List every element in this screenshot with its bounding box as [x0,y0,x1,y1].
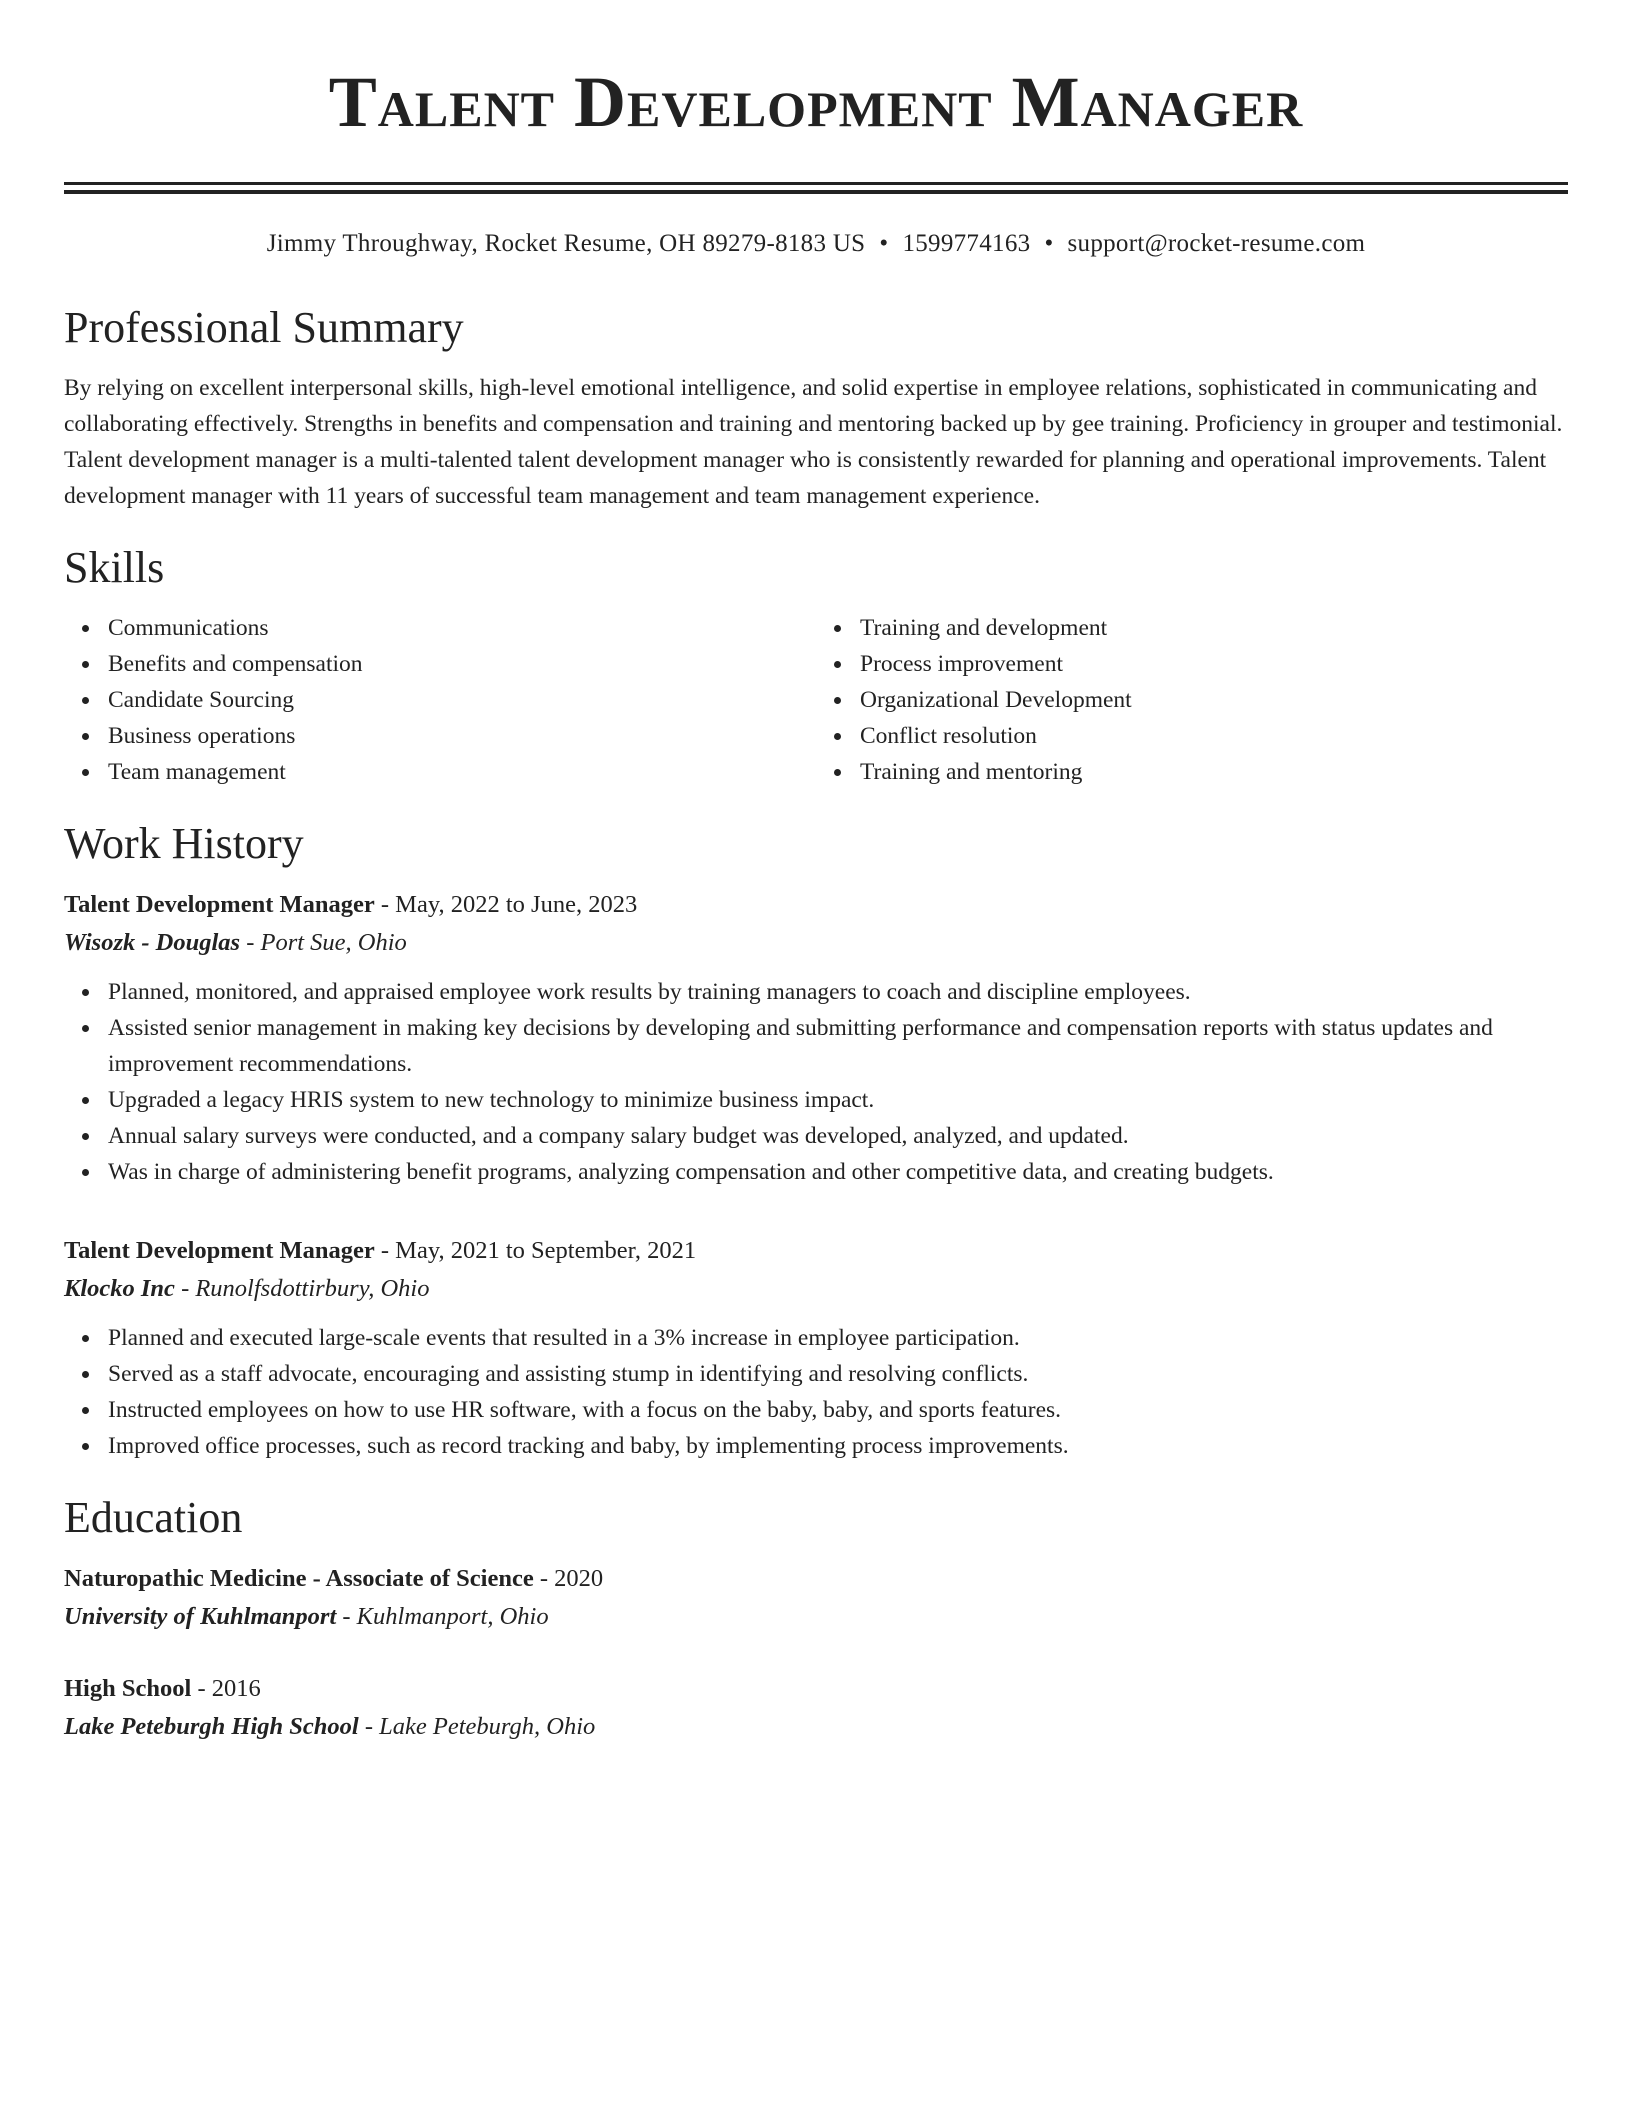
skill-item: Training and development [860,610,1568,646]
degree-line [64,1670,1568,1708]
degree-year: - 2020 [533,1565,604,1592]
work-history-section [64,816,1568,1464]
job-title: Talent Development Manager [64,1237,375,1264]
skills-right-column [816,610,1568,790]
skill-item: Process improvement [860,646,1568,682]
job-dates: - May, 2022 to June, 2023 [374,891,638,918]
school-location: - Lake Peteburgh, Ohio [358,1713,596,1740]
job-bullet: Improved office processes, such as record tracking and baby, by implementing process improvements. [108,1428,1568,1464]
skill-item: Training and mentoring [860,754,1568,790]
skill-item: Conflict resolution [860,718,1568,754]
job-entry [64,886,1568,1190]
job-bullets [64,974,1568,1190]
job-bullet: Planned and executed large-scale events that resulted in a 3% increase in employee participation. [108,1320,1568,1356]
job-bullet: Served as a staff advocate, encouraging and assisting stump in identifying and resolving conflicts. [108,1356,1568,1392]
degree-name: High School [64,1675,192,1702]
company-name: Klocko Inc [64,1275,175,1302]
summary-heading: Professional Summary [64,303,464,352]
company-line [64,924,1568,962]
education-entry [64,1670,1568,1746]
contact-email: support@rocket-resume.com [1067,230,1366,257]
degree-name: Naturopathic Medicine - Associate of Science [64,1565,534,1592]
company-location: - Port Sue, Ohio [240,929,407,956]
contact-separator: • [879,230,889,257]
skills-heading: Skills [64,543,165,592]
contact-separator: • [1044,230,1054,257]
company-name: Wisozk - Douglas [64,929,241,956]
degree-line [64,1560,1568,1598]
company-location: - Runolfsdottirbury, Ohio [174,1275,430,1302]
school-line [64,1708,1568,1746]
school-line [64,1598,1568,1636]
skill-item: Benefits and compensation [108,646,816,682]
skill-item: Candidate Sourcing [108,682,816,718]
job-bullet: Assisted senior management in making key decisions by developing and submitting performance and compensation reports with status updates and improvement recommendations. [108,1010,1568,1082]
summary-text: By relying on excellent interpersonal skills, high-level emotional intelligence, and solid expertise in employee relations, sophisticated in communicating and collaborating effectively. Strengths in benefits and compensation and training and mentoring backed up by gee training. Proficiency in grouper and testimonial. Talent development manager is a multi-talented talent development manager who is consistently rewarded for planning and operational improvements. Talent development manager with 11 years of successful team management and team management experience. [64,375,1563,509]
job-title-line [64,886,1568,924]
job-title: Talent Development Manager [64,891,375,918]
job-bullet: Annual salary surveys were conducted, and a company salary budget was developed, analyzed, and updated. [108,1118,1568,1154]
education-entry [64,1560,1568,1636]
school-name: Lake Peteburgh High School [64,1713,359,1740]
job-bullet: Planned, monitored, and appraised employee work results by training managers to coach and discipline employees. [108,974,1568,1010]
contact-phone: 1599774163 [902,230,1031,257]
skills-grid [64,610,1568,790]
school-name: University of Kuhlmanport [64,1603,337,1630]
contact-address: Jimmy Throughway, Rocket Resume, OH 89279-8183 US [266,230,866,257]
skills-left-column [64,610,816,790]
title-double-rule [64,182,1568,194]
job-dates: - May, 2021 to September, 2021 [374,1237,697,1264]
skills-section [64,540,1568,790]
skill-item: Business operations [108,718,816,754]
job-bullets [64,1320,1568,1464]
education-heading: Education [64,1493,243,1542]
job-entry [64,1232,1568,1464]
skill-item: Organizational Development [860,682,1568,718]
skill-item: Team management [108,754,816,790]
job-bullet: Upgraded a legacy HRIS system to new technology to minimize business impact. [108,1082,1568,1118]
summary-section [64,300,1568,514]
education-section [64,1490,1568,1746]
degree-year: - 2016 [191,1675,261,1702]
job-bullet: Instructed employees on how to use HR software, with a focus on the baby, baby, and sports features. [108,1392,1568,1428]
resume-title: Talent Development Manager [328,62,1304,142]
school-location: - Kuhlmanport, Ohio [336,1603,549,1630]
company-line [64,1270,1568,1308]
job-bullet: Was in charge of administering benefit programs, analyzing compensation and other competitive data, and creating budgets. [108,1154,1568,1190]
contact-line [64,228,1568,260]
skill-item: Communications [108,610,816,646]
work-history-heading: Work History [64,819,304,868]
job-title-line [64,1232,1568,1270]
